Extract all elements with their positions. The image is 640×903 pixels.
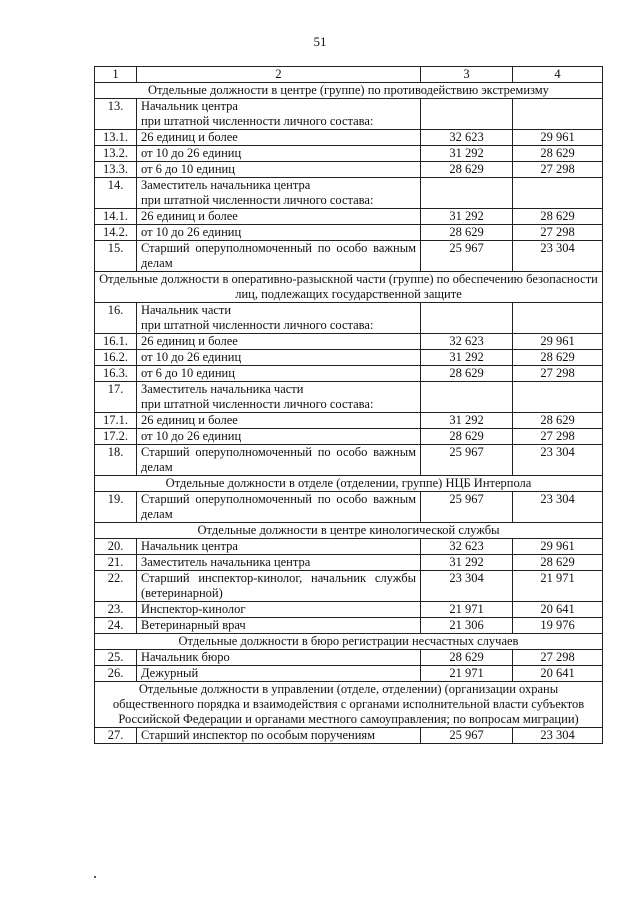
- salary-column-3-cell: 31 292: [421, 413, 513, 429]
- position-name-cell: Ветеринарный врач: [137, 618, 421, 634]
- position-name-cell: Старший инспектор по особым поручениям: [137, 728, 421, 744]
- row-number-cell: 16.2.: [95, 350, 137, 366]
- section-heading: Отдельные должности в управлении (отделе, отделении) (организации охраны общественного порядка и взаимодействия с органами исполнительной власти субъектов Российской Федерации и органами местного самоуправления; по вопросам миграции): [95, 682, 603, 728]
- salary-column-4-cell: 27 298: [513, 650, 603, 666]
- row-number-cell: 13.: [95, 99, 137, 130]
- position-name-cell: Старший оперуполномоченный по особо важным делам: [137, 492, 421, 523]
- salary-column-3-cell: 28 629: [421, 225, 513, 241]
- salary-column-4-cell: 29 961: [513, 130, 603, 146]
- salary-column-3-cell: 21 971: [421, 602, 513, 618]
- table-row: [95, 539, 603, 555]
- salary-column-3-cell: 31 292: [421, 555, 513, 571]
- section-row: [95, 272, 603, 303]
- section-row: [95, 634, 603, 650]
- section-row: [95, 83, 603, 99]
- row-number-cell: 23.: [95, 602, 137, 618]
- section-row: [95, 523, 603, 539]
- salary-table: [94, 66, 603, 744]
- table-row: [95, 492, 603, 523]
- section-heading: Отдельные должности в отделе (отделении, группе) НЦБ Интерпола: [95, 476, 603, 492]
- row-number-cell: 20.: [95, 539, 137, 555]
- table-row: [95, 178, 603, 209]
- section-heading: Отдельные должности в оперативно-разыскной части (группе) по обеспечению безопасности лиц, подлежащих государственной защите: [95, 272, 603, 303]
- salary-column-3-cell: 21 971: [421, 666, 513, 682]
- table-row: [95, 366, 603, 382]
- position-name-cell: от 10 до 26 единиц: [137, 350, 421, 366]
- salary-column-4-cell: [513, 303, 603, 334]
- position-name-cell: Начальник части при штатной численности личного состава:: [137, 303, 421, 334]
- table-row: [95, 618, 603, 634]
- row-number-cell: 14.2.: [95, 225, 137, 241]
- position-name-cell: 26 единиц и более: [137, 413, 421, 429]
- column-header: 1: [95, 67, 137, 83]
- position-name-cell: Заместитель начальника центра при штатной численности личного состава:: [137, 178, 421, 209]
- position-name-cell: Старший оперуполномоченный по особо важным делам: [137, 241, 421, 272]
- salary-column-4-cell: [513, 178, 603, 209]
- table-row: [95, 99, 603, 130]
- position-name-cell: 26 единиц и более: [137, 334, 421, 350]
- table-row: [95, 429, 603, 445]
- salary-column-3-cell: 23 304: [421, 571, 513, 602]
- salary-column-4-cell: 23 304: [513, 728, 603, 744]
- salary-column-4-cell: 23 304: [513, 241, 603, 272]
- table-row: [95, 445, 603, 476]
- table-row: [95, 146, 603, 162]
- position-name-cell: от 6 до 10 единиц: [137, 162, 421, 178]
- position-name-cell: Начальник бюро: [137, 650, 421, 666]
- salary-column-4-cell: 27 298: [513, 225, 603, 241]
- salary-column-4-cell: 20 641: [513, 666, 603, 682]
- position-name-cell: Старший инспектор-кинолог, начальник службы (ветеринарной): [137, 571, 421, 602]
- table-row: [95, 350, 603, 366]
- salary-column-3-cell: [421, 99, 513, 130]
- row-number-cell: 13.2.: [95, 146, 137, 162]
- table-body: [95, 83, 603, 744]
- salary-column-3-cell: 28 629: [421, 366, 513, 382]
- position-name-cell: Начальник центра при штатной численности личного состава:: [137, 99, 421, 130]
- position-name-cell: от 10 до 26 единиц: [137, 429, 421, 445]
- salary-column-3-cell: 28 629: [421, 650, 513, 666]
- salary-column-4-cell: 27 298: [513, 162, 603, 178]
- position-name-cell: Начальник центра: [137, 539, 421, 555]
- salary-column-3-cell: 32 623: [421, 130, 513, 146]
- row-number-cell: 18.: [95, 445, 137, 476]
- salary-column-4-cell: 28 629: [513, 555, 603, 571]
- salary-column-3-cell: 25 967: [421, 445, 513, 476]
- position-name-cell: Старший оперуполномоченный по особо важным делам: [137, 445, 421, 476]
- position-name-cell: Заместитель начальника части при штатной численности личного состава:: [137, 382, 421, 413]
- row-number-cell: 27.: [95, 728, 137, 744]
- section-row: [95, 476, 603, 492]
- table-row: [95, 413, 603, 429]
- row-number-cell: 25.: [95, 650, 137, 666]
- position-name-cell: 26 единиц и более: [137, 209, 421, 225]
- salary-column-3-cell: 31 292: [421, 146, 513, 162]
- row-number-cell: 26.: [95, 666, 137, 682]
- row-number-cell: 17.1.: [95, 413, 137, 429]
- salary-column-3-cell: [421, 382, 513, 413]
- salary-column-4-cell: 28 629: [513, 350, 603, 366]
- position-name-cell: 26 единиц и более: [137, 130, 421, 146]
- table-row: [95, 130, 603, 146]
- salary-column-4-cell: 28 629: [513, 146, 603, 162]
- row-number-cell: 16.1.: [95, 334, 137, 350]
- salary-column-3-cell: [421, 178, 513, 209]
- salary-column-4-cell: 23 304: [513, 492, 603, 523]
- salary-column-3-cell: 32 623: [421, 539, 513, 555]
- position-name-cell: Инспектор-кинолог: [137, 602, 421, 618]
- row-number-cell: 14.: [95, 178, 137, 209]
- column-header: 3: [421, 67, 513, 83]
- salary-column-3-cell: 31 292: [421, 350, 513, 366]
- salary-column-3-cell: 28 629: [421, 429, 513, 445]
- salary-column-4-cell: 20 641: [513, 602, 603, 618]
- table-row: [95, 382, 603, 413]
- salary-column-4-cell: 29 961: [513, 539, 603, 555]
- table-row: [95, 303, 603, 334]
- row-number-cell: 21.: [95, 555, 137, 571]
- salary-column-4-cell: [513, 99, 603, 130]
- table-row: [95, 602, 603, 618]
- row-number-cell: 17.2.: [95, 429, 137, 445]
- row-number-cell: 19.: [95, 492, 137, 523]
- position-name-cell: от 6 до 10 единиц: [137, 366, 421, 382]
- salary-column-3-cell: 25 967: [421, 492, 513, 523]
- salary-column-3-cell: 25 967: [421, 728, 513, 744]
- salary-column-3-cell: 25 967: [421, 241, 513, 272]
- section-heading: Отдельные должности в бюро регистрации несчастных случаев: [95, 634, 603, 650]
- position-name-cell: от 10 до 26 единиц: [137, 146, 421, 162]
- table-row: [95, 571, 603, 602]
- section-row: [95, 682, 603, 728]
- scan-speck: [94, 876, 96, 878]
- row-number-cell: 22.: [95, 571, 137, 602]
- table-row: [95, 225, 603, 241]
- salary-column-4-cell: 28 629: [513, 209, 603, 225]
- row-number-cell: 15.: [95, 241, 137, 272]
- salary-column-4-cell: [513, 382, 603, 413]
- column-header: 4: [513, 67, 603, 83]
- row-number-cell: 13.3.: [95, 162, 137, 178]
- salary-column-3-cell: 21 306: [421, 618, 513, 634]
- salary-column-4-cell: 28 629: [513, 413, 603, 429]
- row-number-cell: 16.: [95, 303, 137, 334]
- section-heading: Отдельные должности в центре (группе) по противодействию экстремизму: [95, 83, 603, 99]
- page-number: 51: [313, 34, 327, 49]
- row-number-cell: 13.1.: [95, 130, 137, 146]
- salary-column-4-cell: 23 304: [513, 445, 603, 476]
- salary-column-3-cell: 32 623: [421, 334, 513, 350]
- table-row: [95, 334, 603, 350]
- row-number-cell: 17.: [95, 382, 137, 413]
- row-number-cell: 24.: [95, 618, 137, 634]
- position-name-cell: Заместитель начальника центра: [137, 555, 421, 571]
- table-row: [95, 162, 603, 178]
- salary-column-3-cell: 28 629: [421, 162, 513, 178]
- salary-column-4-cell: 27 298: [513, 429, 603, 445]
- row-number-cell: 14.1.: [95, 209, 137, 225]
- table-row: [95, 555, 603, 571]
- table-row: [95, 666, 603, 682]
- row-number-cell: 16.3.: [95, 366, 137, 382]
- position-name-cell: Дежурный: [137, 666, 421, 682]
- section-heading: Отдельные должности в центре кинологической службы: [95, 523, 603, 539]
- salary-column-4-cell: 21 971: [513, 571, 603, 602]
- table-row: [95, 728, 603, 744]
- salary-column-3-cell: 31 292: [421, 209, 513, 225]
- column-header: 2: [137, 67, 421, 83]
- table-row: [95, 650, 603, 666]
- position-name-cell: от 10 до 26 единиц: [137, 225, 421, 241]
- column-number-row: [95, 67, 603, 83]
- salary-column-3-cell: [421, 303, 513, 334]
- salary-column-4-cell: 19 976: [513, 618, 603, 634]
- salary-column-4-cell: 27 298: [513, 366, 603, 382]
- table-row: [95, 209, 603, 225]
- salary-column-4-cell: 29 961: [513, 334, 603, 350]
- table-row: [95, 241, 603, 272]
